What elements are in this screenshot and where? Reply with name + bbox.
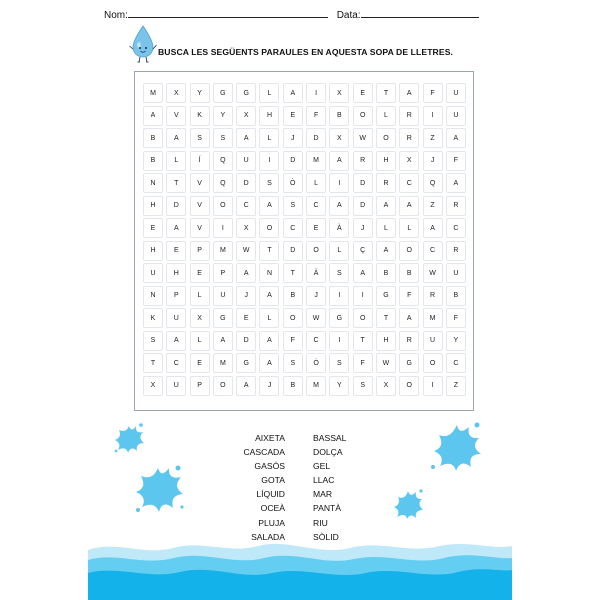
- grid-cell[interactable]: C: [236, 196, 256, 216]
- grid-cell[interactable]: I: [329, 173, 349, 193]
- grid-cell[interactable]: H: [259, 106, 279, 126]
- word-list-item: OCEÀ: [260, 503, 285, 514]
- grid-cell[interactable]: S: [329, 263, 349, 283]
- word-list-right: [313, 431, 346, 544]
- grid-cell[interactable]: Q: [213, 151, 233, 171]
- grid-cell[interactable]: K: [190, 106, 210, 126]
- grid-cell[interactable]: U: [143, 263, 163, 283]
- grid-cell[interactable]: B: [143, 151, 163, 171]
- grid-cell[interactable]: L: [259, 308, 279, 328]
- word-list-item: SALADA: [251, 531, 285, 542]
- grid-cell[interactable]: T: [283, 263, 303, 283]
- grid-cell[interactable]: K: [143, 308, 163, 328]
- grid-cell[interactable]: A: [329, 196, 349, 216]
- grid-cell[interactable]: R: [353, 151, 373, 171]
- grid-cell[interactable]: S: [259, 173, 279, 193]
- grid-cell[interactable]: H: [166, 263, 186, 283]
- grid-cell[interactable]: C: [446, 353, 466, 373]
- grid-cell[interactable]: N: [143, 286, 163, 306]
- grid-cell[interactable]: V: [190, 218, 210, 238]
- word-list-item: LLAC: [313, 475, 335, 486]
- grid-cell[interactable]: G: [236, 353, 256, 373]
- grid-cell[interactable]: I: [423, 376, 443, 396]
- grid-cell[interactable]: S: [329, 353, 349, 373]
- grid-cell[interactable]: A: [236, 263, 256, 283]
- grid-cell[interactable]: M: [143, 83, 163, 103]
- grid-cell[interactable]: B: [446, 286, 466, 306]
- word-list-item: CASCADA: [243, 447, 285, 458]
- grid-cell[interactable]: X: [329, 83, 349, 103]
- grid-cell[interactable]: V: [190, 196, 210, 216]
- grid-cell[interactable]: E: [166, 241, 186, 261]
- grid-cell[interactable]: F: [283, 331, 303, 351]
- grid-cell[interactable]: S: [353, 376, 373, 396]
- grid-cell[interactable]: S: [283, 353, 303, 373]
- grid-cell[interactable]: C: [423, 241, 443, 261]
- grid-cell[interactable]: A: [259, 331, 279, 351]
- grid-cell[interactable]: D: [283, 241, 303, 261]
- grid-cell[interactable]: A: [259, 196, 279, 216]
- grid-cell[interactable]: A: [353, 263, 373, 283]
- name-field[interactable]: [128, 9, 328, 18]
- instructions-title: BUSCA LES SEGÜENTS PARAULES EN AQUESTA SOPA DE LLETRES.: [158, 47, 454, 57]
- grid-cell[interactable]: C: [283, 218, 303, 238]
- grid-cell[interactable]: Ò: [283, 173, 303, 193]
- grid-cell[interactable]: A: [166, 331, 186, 351]
- grid-cell[interactable]: R: [423, 286, 443, 306]
- grid-cell[interactable]: L: [190, 286, 210, 306]
- grid-cell[interactable]: P: [213, 263, 233, 283]
- grid-cell[interactable]: J: [423, 151, 443, 171]
- grid-cell[interactable]: A: [376, 196, 396, 216]
- grid-cell[interactable]: O: [399, 241, 419, 261]
- word-list-item: PANTÀ: [313, 503, 342, 514]
- word-list-item: AIXETA: [255, 433, 285, 443]
- word-list-item: PLUJA: [258, 517, 285, 528]
- grid-cell[interactable]: V: [166, 106, 186, 126]
- grid-cell[interactable]: Q: [213, 173, 233, 193]
- grid-cell[interactable]: E: [143, 218, 163, 238]
- grid-cell[interactable]: A: [259, 353, 279, 373]
- grid-cell[interactable]: H: [143, 241, 163, 261]
- grid-cell[interactable]: U: [213, 286, 233, 306]
- grid-cell[interactable]: C: [306, 331, 326, 351]
- grid-cell[interactable]: C: [166, 353, 186, 373]
- grid-cell[interactable]: E: [236, 308, 256, 328]
- grid-cell[interactable]: B: [376, 263, 396, 283]
- word-list-item: LÍQUID: [256, 489, 285, 500]
- grid-cell[interactable]: I: [329, 331, 349, 351]
- word-search-box: [134, 71, 474, 411]
- grid-cell[interactable]: I: [306, 83, 326, 103]
- word-list-item: GOTA: [261, 475, 285, 486]
- grid-cell[interactable]: G: [399, 353, 419, 373]
- grid-cell[interactable]: C: [306, 196, 326, 216]
- grid-cell[interactable]: L: [376, 106, 396, 126]
- grid-cell[interactable]: Z: [423, 196, 443, 216]
- grid-cell[interactable]: O: [376, 128, 396, 148]
- grid-cell[interactable]: U: [166, 308, 186, 328]
- grid-cell[interactable]: R: [446, 241, 466, 261]
- grid-cell[interactable]: W: [353, 128, 373, 148]
- grid-cell[interactable]: X: [376, 376, 396, 396]
- grid-cell[interactable]: A: [213, 331, 233, 351]
- grid-cell[interactable]: T: [376, 83, 396, 103]
- word-list-item: GEL: [313, 461, 331, 472]
- grid-cell[interactable]: J: [306, 286, 326, 306]
- grid-cell[interactable]: U: [446, 263, 466, 283]
- grid-cell[interactable]: G: [213, 83, 233, 103]
- grid-cell[interactable]: R: [399, 128, 419, 148]
- grid-cell[interactable]: T: [353, 331, 373, 351]
- grid-cell[interactable]: B: [283, 376, 303, 396]
- word-list-item: BASSAL: [313, 433, 347, 443]
- grid-cell[interactable]: W: [306, 308, 326, 328]
- grid-cell[interactable]: A: [423, 218, 443, 238]
- grid-cell[interactable]: F: [399, 286, 419, 306]
- grid-cell[interactable]: J: [236, 286, 256, 306]
- grid-cell[interactable]: Y: [446, 331, 466, 351]
- grid-cell[interactable]: E: [353, 83, 373, 103]
- grid-cell[interactable]: V: [190, 173, 210, 193]
- grid-cell[interactable]: O: [423, 353, 443, 373]
- grid-cell[interactable]: E: [306, 218, 326, 238]
- grid-cell[interactable]: D: [236, 331, 256, 351]
- grid-cell[interactable]: F: [446, 308, 466, 328]
- grid-cell[interactable]: L: [259, 83, 279, 103]
- grid-cell[interactable]: I: [423, 106, 443, 126]
- grid-cell[interactable]: G: [213, 308, 233, 328]
- grid-cell[interactable]: A: [259, 286, 279, 306]
- grid-cell[interactable]: A: [446, 128, 466, 148]
- grid-cell[interactable]: A: [399, 308, 419, 328]
- grid-cell[interactable]: S: [283, 196, 303, 216]
- grid-cell[interactable]: U: [446, 83, 466, 103]
- grid-cell[interactable]: P: [166, 286, 186, 306]
- grid-cell[interactable]: Í: [190, 151, 210, 171]
- grid-cell[interactable]: O: [259, 218, 279, 238]
- grid-cell[interactable]: N: [143, 173, 163, 193]
- grid-cell[interactable]: M: [423, 308, 443, 328]
- grid-cell[interactable]: J: [259, 376, 279, 396]
- grid-cell[interactable]: À: [329, 218, 349, 238]
- grid-cell[interactable]: Z: [423, 128, 443, 148]
- grid-cell[interactable]: H: [376, 331, 396, 351]
- grid-cell[interactable]: L: [259, 128, 279, 148]
- grid-cell[interactable]: H: [376, 151, 396, 171]
- grid-cell[interactable]: R: [376, 173, 396, 193]
- grid-cell[interactable]: S: [213, 128, 233, 148]
- grid-cell[interactable]: O: [306, 241, 326, 261]
- grid-cell[interactable]: T: [143, 353, 163, 373]
- grid-cell[interactable]: R: [399, 331, 419, 351]
- grid-cell[interactable]: O: [213, 196, 233, 216]
- grid-cell[interactable]: P: [190, 241, 210, 261]
- grid-cell[interactable]: L: [376, 218, 396, 238]
- grid-cell[interactable]: I: [259, 151, 279, 171]
- grid-cell[interactable]: G: [376, 286, 396, 306]
- date-field[interactable]: [361, 9, 479, 18]
- grid-cell[interactable]: T: [259, 241, 279, 261]
- grid-cell[interactable]: M: [213, 353, 233, 373]
- word-list-item: RIU: [313, 517, 328, 528]
- grid-cell[interactable]: I: [213, 218, 233, 238]
- header-fields: [104, 9, 479, 21]
- grid-cell[interactable]: T: [376, 308, 396, 328]
- grid-cell[interactable]: U: [423, 331, 443, 351]
- grid-cell[interactable]: H: [143, 196, 163, 216]
- grid-cell[interactable]: N: [259, 263, 279, 283]
- grid-cell[interactable]: I: [329, 286, 349, 306]
- grid-cell[interactable]: M: [306, 376, 326, 396]
- grid-cell[interactable]: Z: [446, 376, 466, 396]
- grid-cell[interactable]: S: [190, 128, 210, 148]
- grid-cell[interactable]: P: [190, 376, 210, 396]
- grid-cell[interactable]: Ó: [306, 353, 326, 373]
- grid-cell[interactable]: O: [353, 106, 373, 126]
- grid-cell[interactable]: R: [446, 196, 466, 216]
- water-splash-icon: [130, 460, 188, 518]
- grid-cell[interactable]: M: [213, 241, 233, 261]
- water-splash-icon: [390, 486, 426, 522]
- grid-cell[interactable]: Y: [190, 83, 210, 103]
- grid-cell[interactable]: U: [446, 106, 466, 126]
- grid-cell[interactable]: D: [306, 128, 326, 148]
- grid-cell[interactable]: A: [166, 218, 186, 238]
- grid-cell[interactable]: L: [399, 218, 419, 238]
- grid-cell[interactable]: F: [423, 83, 443, 103]
- grid-cell[interactable]: O: [399, 376, 419, 396]
- water-drop-mascot-icon: [128, 24, 158, 64]
- word-list-left: [243, 431, 285, 544]
- grid-cell[interactable]: Q: [423, 173, 443, 193]
- grid-cell[interactable]: D: [353, 196, 373, 216]
- grid-cell[interactable]: C: [446, 218, 466, 238]
- water-splash-icon: [427, 418, 485, 476]
- grid-cell[interactable]: R: [399, 106, 419, 126]
- grid-cell[interactable]: A: [376, 241, 396, 261]
- grid-cell[interactable]: J: [283, 128, 303, 148]
- grid-cell[interactable]: A: [283, 83, 303, 103]
- grid-cell[interactable]: B: [143, 128, 163, 148]
- word-list-item: SÒLID: [313, 531, 339, 542]
- water-splash-icon: [111, 420, 147, 456]
- grid-cell[interactable]: B: [399, 263, 419, 283]
- grid-cell[interactable]: I: [353, 286, 373, 306]
- grid-cell[interactable]: O: [353, 308, 373, 328]
- grid-cell[interactable]: W: [423, 263, 443, 283]
- grid-cell[interactable]: G: [329, 308, 349, 328]
- grid-cell[interactable]: M: [306, 151, 326, 171]
- grid-cell[interactable]: A: [399, 83, 419, 103]
- grid-cell[interactable]: W: [236, 241, 256, 261]
- word-list-item: GASÓS: [254, 461, 285, 472]
- grid-cell[interactable]: T: [166, 173, 186, 193]
- grid-cell[interactable]: L: [329, 241, 349, 261]
- grid-cell[interactable]: U: [236, 151, 256, 171]
- grid-cell[interactable]: F: [446, 151, 466, 171]
- grid-cell[interactable]: B: [329, 106, 349, 126]
- grid-cell[interactable]: A: [236, 376, 256, 396]
- grid-cell[interactable]: X: [329, 128, 349, 148]
- grid-cell[interactable]: À: [306, 263, 326, 283]
- grid-cell[interactable]: X: [166, 83, 186, 103]
- grid-cell[interactable]: L: [190, 331, 210, 351]
- grid-cell[interactable]: Y: [329, 376, 349, 396]
- grid-cell[interactable]: O: [283, 308, 303, 328]
- grid-cell[interactable]: J: [353, 218, 373, 238]
- grid-cell[interactable]: D: [166, 196, 186, 216]
- water-waves-icon: [88, 528, 512, 600]
- grid-cell[interactable]: L: [166, 151, 186, 171]
- grid-cell[interactable]: A: [166, 128, 186, 148]
- grid-cell[interactable]: A: [399, 196, 419, 216]
- grid-cell[interactable]: X: [143, 376, 163, 396]
- word-list-item: DOLÇA: [313, 447, 343, 458]
- word-list-item: MAR: [313, 489, 333, 500]
- grid-cell[interactable]: D: [283, 151, 303, 171]
- grid-cell[interactable]: A: [143, 106, 163, 126]
- grid-cell[interactable]: F: [353, 353, 373, 373]
- grid-cell[interactable]: W: [376, 353, 396, 373]
- grid-cell[interactable]: Ç: [353, 241, 373, 261]
- grid-cell[interactable]: G: [236, 83, 256, 103]
- grid-cell[interactable]: C: [399, 173, 419, 193]
- grid-cell[interactable]: D: [236, 173, 256, 193]
- grid-cell[interactable]: U: [166, 376, 186, 396]
- name-label: Nom:: [104, 10, 128, 21]
- grid-cell[interactable]: E: [190, 263, 210, 283]
- grid-cell[interactable]: X: [399, 151, 419, 171]
- grid-cell[interactable]: E: [283, 106, 303, 126]
- grid-cell[interactable]: Y: [213, 106, 233, 126]
- grid-cell[interactable]: L: [306, 173, 326, 193]
- word-search-grid: [143, 83, 466, 396]
- grid-cell[interactable]: S: [143, 331, 163, 351]
- grid-cell[interactable]: F: [306, 106, 326, 126]
- grid-cell[interactable]: X: [190, 308, 210, 328]
- grid-cell[interactable]: B: [283, 286, 303, 306]
- grid-cell[interactable]: A: [329, 151, 349, 171]
- date-label: Data:: [336, 10, 361, 21]
- grid-cell[interactable]: E: [190, 353, 210, 373]
- grid-cell[interactable]: D: [353, 173, 373, 193]
- grid-cell[interactable]: A: [236, 128, 256, 148]
- grid-cell[interactable]: A: [446, 173, 466, 193]
- grid-cell[interactable]: X: [236, 218, 256, 238]
- grid-cell[interactable]: O: [213, 376, 233, 396]
- grid-cell[interactable]: X: [236, 106, 256, 126]
